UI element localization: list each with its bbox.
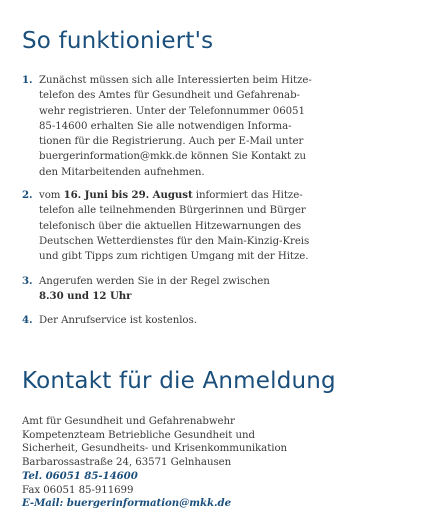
step-text-line: Angerufen werden Sie in der Regel zwischen (39, 275, 270, 287)
steps-list (22, 73, 422, 328)
section-title-how-it-works: So funktioniert's (22, 28, 214, 54)
step-item (22, 73, 422, 180)
contact-block (22, 415, 287, 511)
contact-fax: Fax 06051 85-911699 (22, 484, 134, 496)
contact-line: Amt für Gesundheit und Gefahrenabwehr (22, 416, 235, 427)
step-text-line: wehr registrieren. Unter der Telefonnummer 06051 (39, 105, 305, 117)
step-text-line: Deutschen Wetterdienstes für den Main-Kinzig-Kreis (39, 235, 310, 247)
step-text-line: telefon des Amtes für Gesundheit und Gefahrenab- (39, 90, 300, 102)
step-text-suffix: informiert das Hitze- (192, 190, 303, 202)
step-item (22, 313, 422, 328)
step-number: 2. (22, 189, 33, 202)
contact-phone-link[interactable]: Tel. 06051 85-14600 (22, 469, 138, 482)
step-text-line: Zunächst müssen sich alle Interessierten beim Hitze- (39, 75, 312, 86)
date-range: 16. Juni bis 29. August (63, 189, 193, 202)
step-text-line: telefonisch über die aktuellen Hitzewarnungen des (39, 220, 302, 232)
step-text-line: telefon alle teilnehmenden Bürgerinnen und Bürger (39, 205, 306, 217)
contact-line: Kompetenzteam Betriebliche Gesundheit und (22, 429, 255, 441)
step-number: 3. (22, 274, 33, 287)
call-time: 8.30 und 12 Uhr (39, 289, 132, 302)
contact-line: Sicherheit, Gesundheits- und Krisenkommunikation (22, 443, 288, 455)
step-number: 1. (22, 74, 33, 86)
step-item (22, 188, 422, 264)
step-text-line (39, 188, 422, 203)
step-text-line: den Mitarbeitenden aufnehmen. (39, 166, 205, 178)
step-text-line: Der Anrufservice ist kostenlos. (39, 315, 197, 327)
step-text-line: 85-14600 erhalten Sie alle notwendigen Informa- (39, 120, 292, 132)
step-text-prefix: vom (39, 190, 64, 202)
step-text-line: tionen für die Registrierung. Auch per E-Mail unter (39, 136, 304, 148)
step-text-line: und gibt Tipps zum richtigen Umgang mit der Hitze. (39, 251, 309, 263)
section-title-contact: Kontakt für die Anmeldung (22, 368, 336, 394)
step-text-line: buergerinformation@mkk.de können Sie Kontakt zu (39, 151, 307, 163)
step-number: 4. (22, 314, 33, 327)
step-item (22, 274, 422, 305)
contact-address: Barbarossastraße 24, 63571 Gelnhausen (22, 457, 232, 469)
contact-email-link[interactable]: E-Mail: buergerinformation@mkk.de (22, 497, 232, 510)
